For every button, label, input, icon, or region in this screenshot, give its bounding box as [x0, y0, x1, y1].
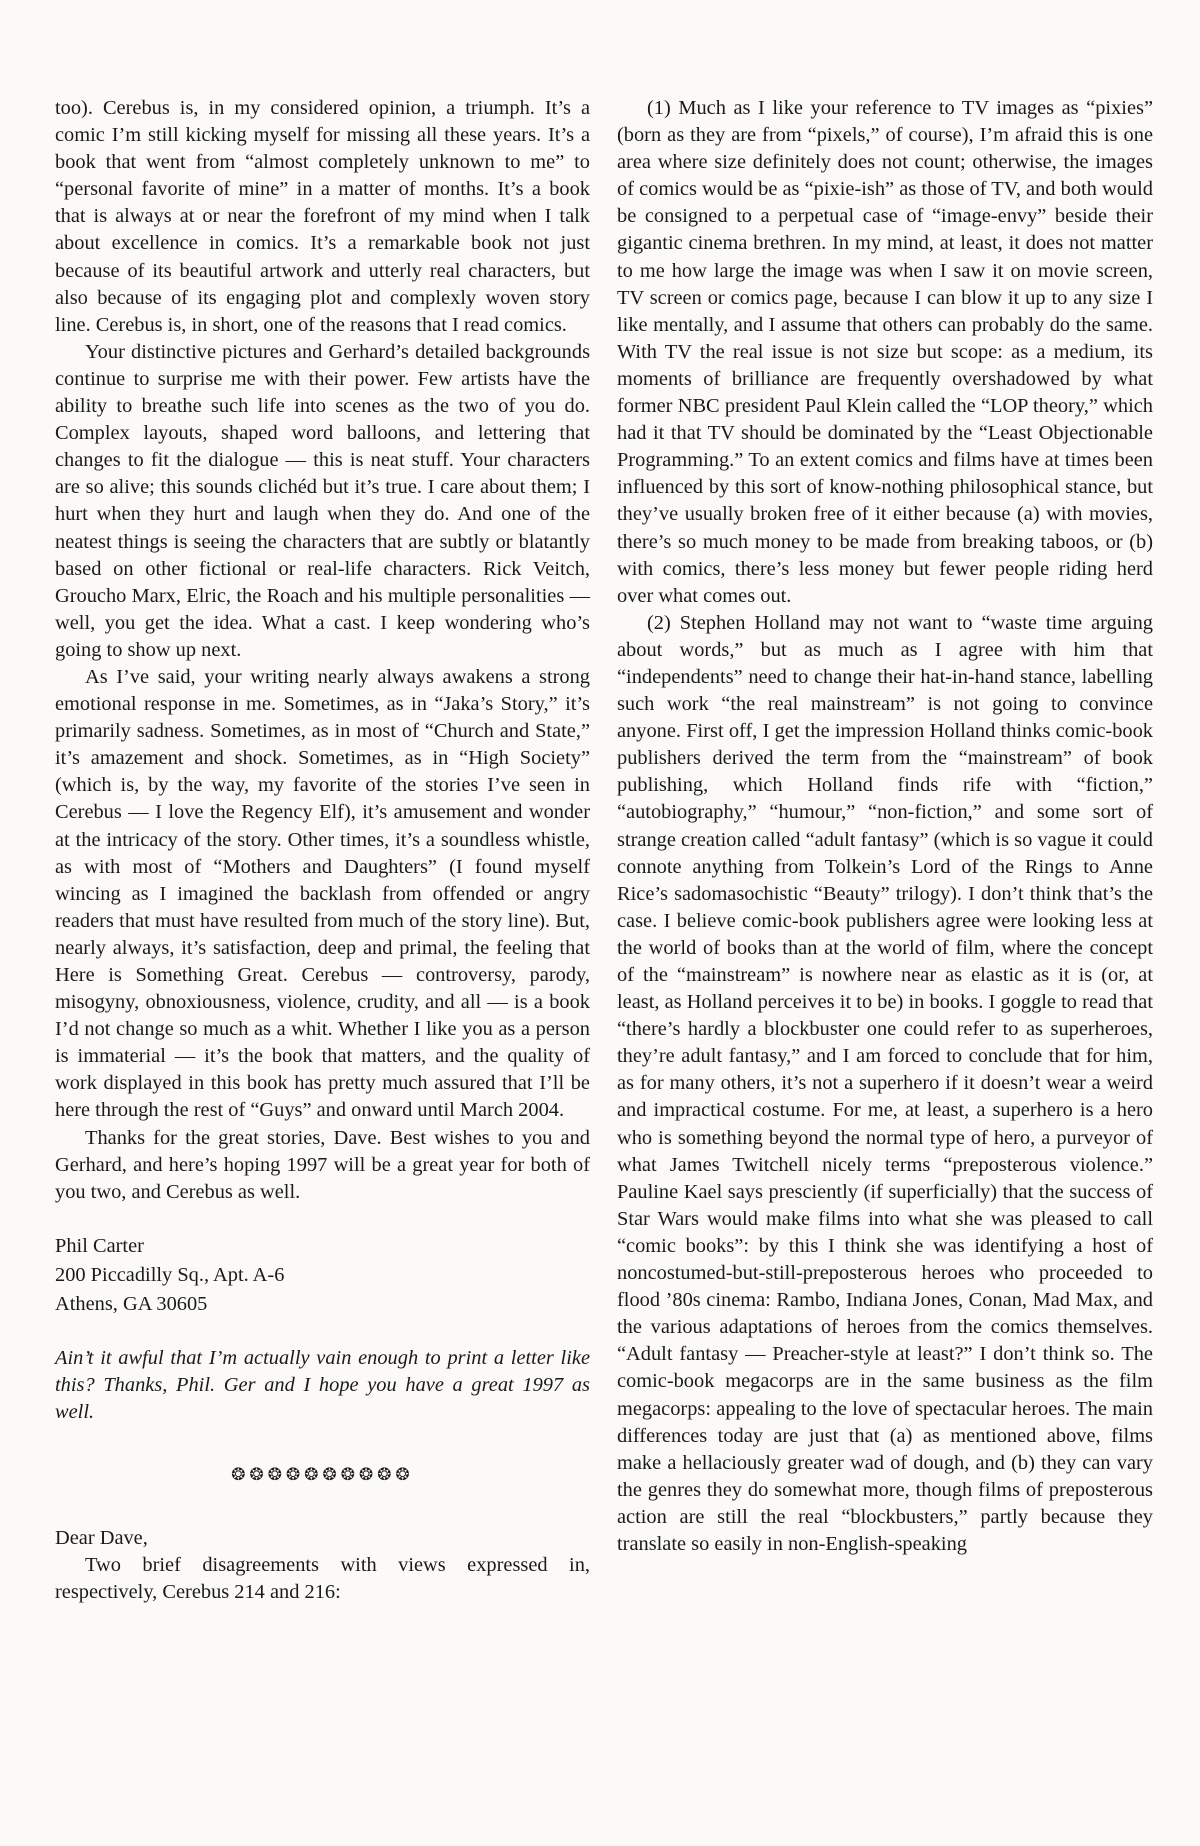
signature-address-line1: 200 Piccadilly Sq., Apt. A-6 [55, 1263, 285, 1286]
section-divider: ❂❂❂❂❂❂❂❂❂❂ [231, 1465, 414, 1486]
letter-paragraph-4: Thanks for the great stories, Dave. Best wishes to you and Gerhard, and here’s hoping 1997 will be a great year for both of you two, and Cerebus as well. [55, 1126, 590, 1203]
letter-intro: Two brief disagreements with views expressed in, respectively, Cerebus 214 and 216: [55, 1554, 590, 1604]
point-two-paragraph: (2) Stephen Holland may not want to “waste time arguing about words,” but as much as I agree with him that “independents” need to change their hat-in-hand stance, labelling such work “the real mainstream” is not going to convince anyone. First off, I get the impression Holland thinks comic-book publishers derived the term from the “mainstream” of book publishing, which Holland finds rife with “fiction,” “autobiography,” “humour,” “non-fiction,” and some sort of strange creation called “adult fantasy” (which is so vague it could connote anything from Tolkein’s Lord of the Rings to Anne Rice’s sadomasochistic “Beauty” trilogy). I don’t think that’s the case. I believe comic-book publishers agree were looking less at the world of books than at the world of film, where the concept of the “mainstream” is nowhere near as elastic as it is (or, at least, as Holland perceives it to be) in books. I goggle to read that “there’s hardly a blockbuster one could refer to as superheroes, they’re adult fantasy,” and I am forced to conclude that for him, as for many others, it’s not a superhero if it doesn’t wear a weird and impractical costume. For me, at least, a superhero is a hero who is something beyond the normal type of hero, a purveyor of what James Twitchell nicely terms “preposterous violence.” Pauline Kael says presciently (if superficially) that the success of Star Wars would make films into what she was pleased to call “comic books”: by this I think she was identifying a host of noncostumed-but-still-preposterous heroes who proceeded to flood ’80s cinema: Rambo, Indiana Jones, Conan, Mad Max, and the various adaptations of heroes from the comics themselves. “Adult fantasy — Preacher-style at least?” I don’t think so. The comic-book megacorps are in the same business as the film megacorps: appealing to the love of spectacular heroes. The main differences today are just that (a) as mentioned above, films make a hellaciously greater wad of dough, and (b) they can vary the genres they do somewhat more, though films of preposterous action are still the real “blockbusters,” partly because they translate so easily in non-English-speaking [617, 611, 1153, 1555]
salutation: Dear Dave, [55, 1527, 148, 1550]
signature-address-line2: Athens, GA 30605 [55, 1292, 208, 1315]
letter-paragraph-2: Your distinctive pictures and Gerhard’s detailed backgrounds continue to surprise me with their power. Few artists have the ability to breathe such life into scenes as the two of you do. Complex layouts, shaped word balloons, and lettering that changes to fit the dialogue — this is neat stuff. Your characters are so alive; this sounds clichéd but it’s true. I care about them; I hurt when they hurt and laugh when they do. And one of the neatest things is seeing the characters that are subtly or blatantly based on other fictional or real-life characters. Rick Veitch, Groucho Marx, Elric, the Roach and his multiple personalities — well, you get the idea. What a cast. I keep wondering who’s going to show up next. [55, 340, 590, 661]
letter-paragraph-1: too). Cerebus is, in my considered opinion, a triumph. It’s a comic I’m still kicking myself for missing all these years. It’s a book that went from “almost completely unknown to me” to “personal favorite of mine” in a matter of months. It’s a book that is always at or near the forefront of my mind when I talk about excellence in comics. It’s a remarkable book not just because of its beautiful artwork and utterly real characters, but also because of its engaging plot and complexly woven story line. Cerebus is, in short, one of the reasons that I read comics. [55, 97, 590, 336]
left-column [55, 95, 590, 1607]
point-one-paragraph: (1) Much as I like your reference to TV images as “pixies” (born as they are from “pixels,” of course), I’m afraid this is one area where size definitely does not count; otherwise, the images of comics would be as “pixie-ish” as those of TV, and both would be consigned to a perpetual case of “image-envy” beside their gigantic cinema brethren. In my mind, at least, it does not matter to me how large the image was when I saw it on movie screen, TV screen or comics page, because I can blow it up to any size I like mentally, and I assume that others can probably do the same. With TV the real issue is not size but scope: as a medium, its moments of brilliance are frequently overshadowed by what former NBC president Paul Klein called the “LOP theory,” which had it that TV should be dominated by the “Least Objectionable Programming.” To an extent comics and films have at times been influenced by this sort of know-nothing philosophical stance, but they’ve usually broken free of it either because (a) with movies, there’s so much money to be made from breaking taboos, or (b) with comics, there’s less money but fewer people riding herd over what comes out. [617, 97, 1153, 607]
letter-paragraph-3: As I’ve said, your writing nearly always awakens a strong emotional response in me. Sometimes, as in “Jaka’s Story,” it’s primarily sadness. Sometimes, as in most of “Church and State,” it’s amazement and shock. Sometimes, as in “High Society” (which is, by the way, my favorite of the stories I’ve seen in Cerebus — I love the Regency Elf), it’s amusement and wonder at the intricacy of the story. Other times, it’s a soundless whistle, as with most of “Mothers and Daughters” (I found myself wincing as I imagined the backlash from offended or angry readers that must have resulted from much of the story line). But, nearly always, it’s satisfaction, deep and primal, the feeling that Here is Something Great. Cerebus — controversy, parody, misogyny, obnoxiousness, violence, crudity, and all — is a book I’d not change so much as a whit. Whether I like you as a person is immaterial — it’s the book that matters, and the quality of work displayed in this book has pretty much assured that I’ll be here through the rest of “Guys” and onward until March 2004. [55, 665, 590, 1122]
letter-signature [55, 1232, 590, 1319]
right-column [617, 95, 1153, 1558]
signature-name: Phil Carter [55, 1234, 144, 1257]
editor-reply: Ain’t it awful that I’m actually vain enough to print a letter like this? Thanks, Phil. Ger and I hope you have a great 1997 as well. [55, 1346, 590, 1424]
